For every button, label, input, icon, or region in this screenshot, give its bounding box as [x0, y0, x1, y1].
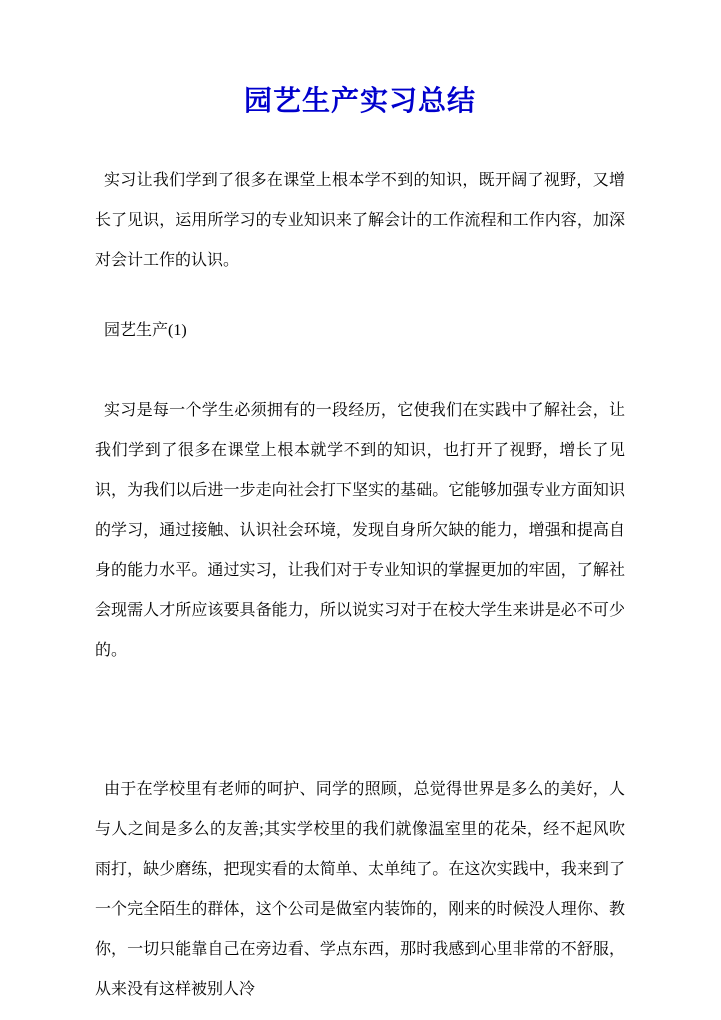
document-title: 园艺生产实习总结 [243, 86, 476, 117]
body-paragraph-1: 实习是每一个学生必须拥有的一段经历，它使我们在实践中了解社会，让我们学到了很多在课堂上根本就学不到的知识，也打开了视野，增长了见识，为我们以后进一步走向社会打下坚实的基础。它能够加强专业方面知识的学习，通过接触、认识社会环境，发现自身所欠缺的能力，增强和提高自身的能力水平。通过实习，让我们对于专业知识的掌握更加的牢固，了解社会现需人才所应该要具备能力，所以说实习对于在校大学生来讲是必不可少的。 [95, 402, 625, 659]
body-paragraph-2: 由于在学校里有老师的呵护、同学的照顾，总觉得世界是多么的美好，人与人之间是多么的友善;其实学校里的我们就像温室里的花朵，经不起风吹雨打，缺少磨练，把现实看的太简单、太单纯了。在这次实践中，我来到了一个完全陌生的群体，这个公司是做室内装饰的，刚来的时候没人理你、教你，一切只能靠自己在旁边看、学点东西，那时我感到心里非常的不舒服，从来没有这样被别人冷 [95, 781, 625, 998]
section-label: 园艺生产(1) [104, 322, 187, 339]
intro-paragraph: 实习让我们学到了很多在课堂上根本学不到的知识，既开阔了视野，又增长了见识，运用所学习的专业知识来了解会计的工作流程和工作内容，加深对会计工作的认识。 [95, 172, 625, 269]
